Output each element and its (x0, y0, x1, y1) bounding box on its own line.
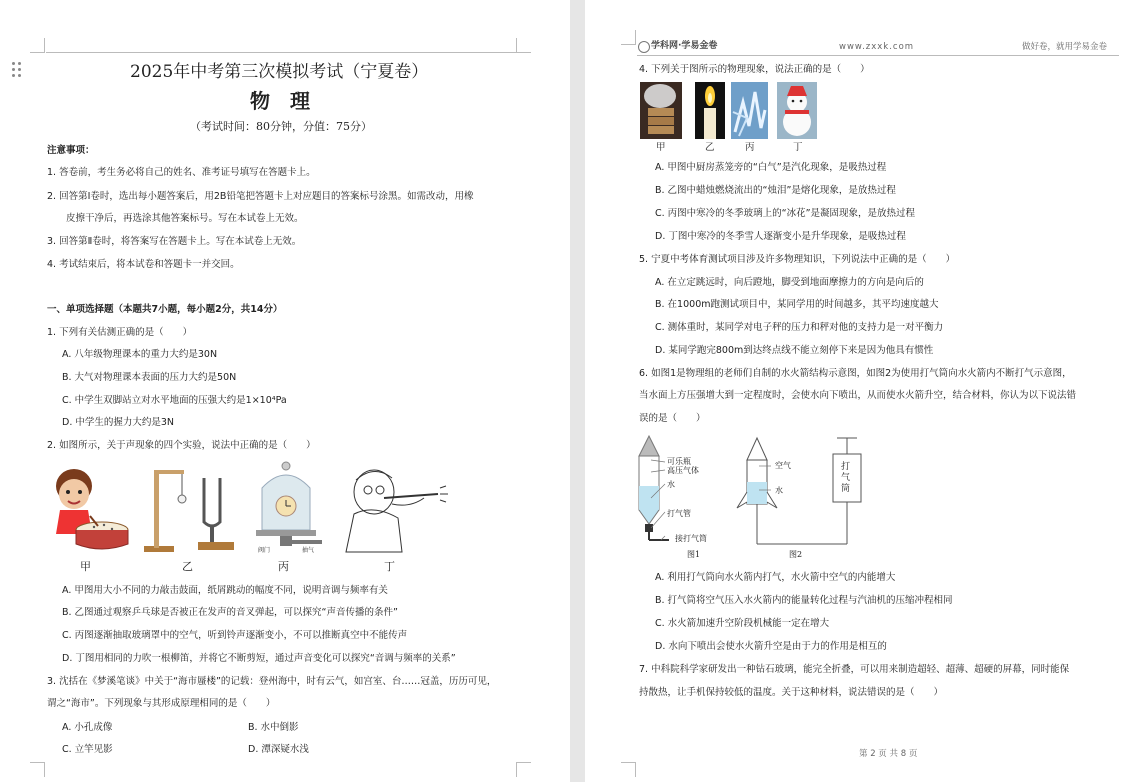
header-rule (637, 55, 1119, 56)
fig1-label: 水 (667, 480, 675, 489)
question-stem: 误的是（ ） (639, 413, 706, 424)
question-option: B. 在1000m跑测试项目中，某同学用的时间越多，其平均速度越大 (655, 299, 939, 310)
figure-label: 甲 (656, 142, 666, 153)
question-option: D. 丁图用相同的力吹一根柳笛，并将它不断剪短，通过声音变化可以探究“音调与频率的关系” (62, 653, 456, 664)
corner-mark (516, 762, 531, 777)
figure-caption: 图2 (789, 550, 803, 559)
header-slogan: 做好卷，就用学易金卷 (1022, 42, 1108, 52)
question-option: A. 小孔成像 (62, 722, 113, 733)
question-stem: 1. 下列有关估测正确的是（ ） (47, 327, 193, 338)
question-option: D. 水向下喷出会使水火箭升空是由于力的作用是相互的 (655, 641, 887, 652)
tuning-fork-figure (142, 466, 238, 556)
exam-title: 2025年中考第三次模拟考试（宁夏卷） (130, 62, 429, 82)
question-option: C. 丙图中寒冷的冬季玻璃上的“冰花”是凝固现象，是放热过程 (655, 208, 916, 219)
candle-photo (695, 82, 725, 139)
question-option: D. 丁图中寒冷的冬季雪人逐渐变小是升华现象，是吸热过程 (655, 231, 906, 242)
header-rule (46, 52, 516, 53)
fig1-label: 高压气体 (667, 466, 699, 475)
exam-info: （考试时间：80分钟，分值：75分） (190, 120, 372, 133)
steamer-photo (640, 82, 682, 139)
question-option: B. 乙图通过观察乒乓球是否被正在发声的音叉弹起，可以探究“声音传播的条件” (62, 607, 398, 618)
drum-experiment-figure (46, 464, 132, 556)
question-stem: 7. 中科院科学家研发出一种钻石玻璃，能完全折叠，可以用来制造超轻、超薄、超硬的屏幕，同时能保 (639, 664, 1070, 675)
fig2-label: 打气筒 (841, 462, 851, 494)
question-option: A. 八年级物理课本的重力大约是30N (62, 349, 218, 360)
corner-mark (30, 38, 45, 53)
fig1-label: 打气管 (667, 509, 691, 518)
document-page-2 (585, 0, 1137, 782)
figure-label: 丁 (793, 142, 803, 153)
question-option: C. 水火箭加速升空阶段机械能一定在增大 (655, 618, 830, 629)
ice-flower-photo (731, 82, 768, 139)
question-option: A. 在立定跳远时，向后蹬地，脚受到地面摩擦力的方向是向后的 (655, 277, 924, 288)
figure-caption: 图1 (687, 550, 701, 559)
question-stem: 2. 如图所示，关于声现象的四个实验，说法中正确的是（ ） (47, 440, 316, 451)
vacuum-bell-figure (252, 460, 328, 556)
corner-mark (30, 762, 45, 777)
question-stem: 谓之“海市”。下列现象与其形成原理相同的是（ ） (47, 698, 276, 709)
corner-mark (621, 762, 636, 777)
subject-title: 物 理 (250, 89, 310, 113)
page-footer: 第 2 页 共 8 页 (859, 749, 918, 759)
question-stem: 6. 如图1是物理组的老师们自制的水火箭结构示意图，如图2为使用打气筒向水火箭内不断打气示意图， (639, 368, 1072, 379)
bell-pump-label: 抽气 (302, 547, 315, 554)
figure-label: 乙 (182, 560, 193, 573)
question-option: C. 立竿见影 (62, 744, 113, 755)
corner-mark (621, 30, 636, 45)
snowman-photo (777, 82, 817, 139)
figure-label: 丙 (278, 560, 289, 573)
fig1-label: 接打气筒 (675, 534, 707, 543)
header-url: www.zxxk.com (839, 42, 915, 52)
question-option: B. 乙图中蜡烛燃烧流出的“烛泪”是熔化现象，是放热过程 (655, 185, 896, 196)
question-stem: 3. 沈括在《梦溪笔谈》中关于“海市蜃楼”的记载：登州海中，时有云气，如宫室、台……冠盖，历历可见， (47, 676, 497, 687)
drag-handle-icon[interactable] (12, 62, 22, 78)
notice-item: 3. 回答第Ⅱ卷时，将答案写在答题卡上。写在本试卷上无效。 (47, 236, 302, 247)
question-option: C. 测体重时，某同学对电子秤的压力和秤对他的支持力是一对平衡力 (655, 322, 944, 333)
notice-item: 2. 回答第Ⅰ卷时，选出每小题答案后，用2B铅笔把答题卡上对应题目的答案标号涂黑。如需改动，用橡 (47, 191, 474, 202)
question-option: D. 潭深疑水浅 (248, 744, 309, 755)
logo-icon (638, 41, 650, 53)
question-stem: 5. 宁夏中考体育测试项目涉及许多物理知识，下列说法中正确的是（ ） (639, 254, 956, 265)
question-option: A. 甲图中厨房蒸笼旁的“白气”是汽化现象，是吸热过程 (655, 162, 887, 173)
question-option: D. 某同学跑完800m到达终点线不能立刻停下来是因为他具有惯性 (655, 345, 934, 356)
willow-flute-figure (340, 464, 450, 554)
fig1-label: 可乐瓶 (667, 457, 691, 466)
corner-mark (516, 38, 531, 53)
figure-label: 甲 (80, 560, 91, 573)
notice-heading: 注意事项： (47, 145, 95, 156)
question-stem: 4. 下列关于图所示的物理现象，说法正确的是（ ） (639, 64, 870, 75)
fig2-label: 水 (775, 486, 783, 495)
question-option: A. 利用打气筒向水火箭内打气，水火箭中空气的内能增大 (655, 572, 896, 583)
question-stem: 当水面上方压强增大到一定程度时，会使水向下喷出，从而使水火箭升空，结合材料，你认为以下说法错 (639, 390, 1077, 401)
notice-item: 皮擦干净后，再选涂其他答案标号。写在本试卷上无效。 (66, 213, 304, 224)
notice-item: 4. 考试结束后，将本试卷和答题卡一并交回。 (47, 259, 240, 270)
question-option: D. 中学生的握力大约是3N (62, 417, 175, 428)
question-option: C. 丙图逐渐抽取玻璃罩中的空气，听到铃声逐渐变小，不可以推断真空中不能传声 (62, 630, 408, 641)
question-option: B. 大气对物理课本表面的压力大约是50N (62, 372, 237, 383)
header-logo: 学科网·学易金卷 (651, 41, 718, 51)
question-stem: 持散热，让手机保持较低的温度。关于这种材料，说法错误的是（ ） (639, 687, 944, 698)
figure-label: 丙 (745, 142, 755, 153)
question-option: B. 打气筒将空气压入水火箭内的能量转化过程与汽油机的压缩冲程相同 (655, 595, 953, 606)
question-option: A. 甲图用大小不同的力敲击鼓面，纸屑跳动的幅度不同，说明音调与频率有关 (62, 585, 388, 596)
figure-label: 乙 (705, 142, 715, 153)
figure-label: 丁 (384, 560, 395, 573)
bell-valve-label: 阀门 (258, 547, 271, 554)
notice-item: 1. 答卷前，考生务必将自己的姓名、准考证号填写在答题卡上。 (47, 167, 316, 178)
question-option: C. 中学生双脚站立对水平地面的压强大约是1×10⁴Pa (62, 395, 287, 406)
section-heading: 一、单项选择题（本题共7小题，每小题2分，共14分） (47, 304, 283, 315)
question-option: B. 水中倒影 (248, 722, 299, 733)
fig2-label: 空气 (775, 461, 791, 470)
